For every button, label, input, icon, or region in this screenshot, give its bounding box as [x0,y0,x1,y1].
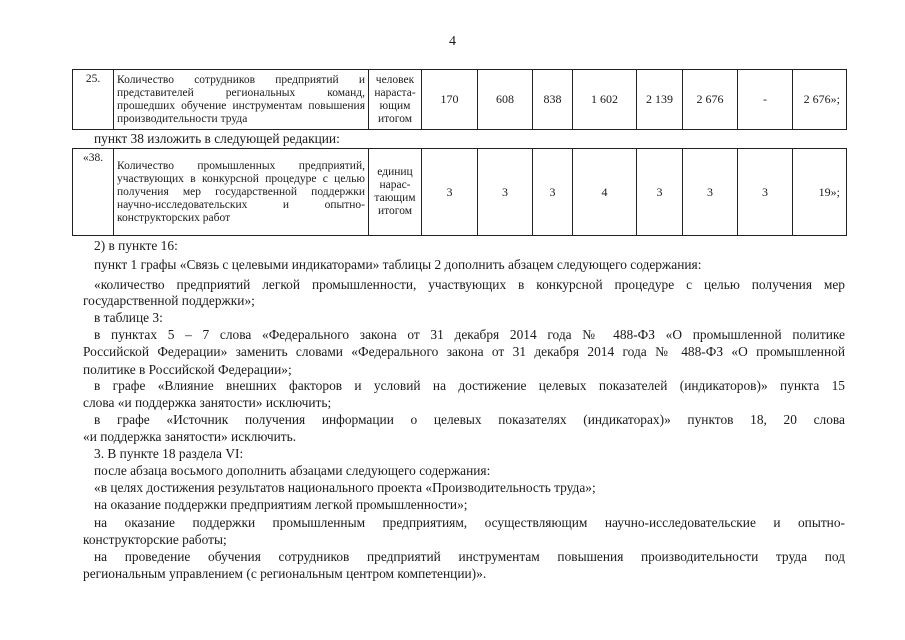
row-description: Количество сотрудников предприятий и представителей региональных команд, прошедших обучение инструментам повышения производительности труда [114,70,369,130]
paragraph-line: «в целях достижения результатов национального проекта «Производительность труда»; [94,480,596,495]
paragraph-line: после абзаца восьмого дополнить абзацами следующего содержания: [94,463,491,478]
paragraph-line: региональным управлением (с региональным центром компетенции)». [83,566,487,581]
paragraph-line: политике в Российской Федерации»; [83,362,292,377]
value-cell: 608 [478,70,533,130]
row-unit: человек нараста-ющим итогом [369,70,422,130]
value-cell: 2 139 [637,70,683,130]
value-cell: 3 [683,149,738,236]
value-cell: 838 [533,70,573,130]
paragraph-line: «количество предприятий легкой промышленности, участвующих в конкурсной процедуре с целью получения мер [94,277,845,292]
paragraph-line: Российской Федерации» заменить словами «Федерального закона от 31 декабря 2014 года № 488-ФЗ «О промышленной [83,344,845,359]
value-cell: 3 [738,149,793,236]
paragraph-line: «и поддержка занятости» исключить. [83,429,297,444]
paragraph-line: в графе «Источник получения информации о целевых показателях (индикаторах)» пунктов 18, 20 слова [94,412,845,427]
row-description: Количество промышленных предприятий, участвующих в конкурсной процедуре с целью получения мер государственной поддержки научно-исследовательских и опытно-конструкторских работ [114,149,369,236]
indicator-table-row-25 [72,69,847,130]
value-cell: 3 [478,149,533,236]
value-cell: 1 602 [573,70,637,130]
value-cell: 19»; [793,149,847,236]
value-cell: - [738,70,793,130]
intro-line: пункт 38 изложить в следующей редакции: [94,131,340,146]
paragraph-line: на проведение обучения сотрудников предприятий инструментам повышения производительности труда под [94,549,845,564]
paragraph-line: государственной поддержки»; [83,293,255,308]
row-number: 25. [73,70,114,130]
paragraph-line: на оказание поддержки предприятиям легкой промышленности»; [94,497,468,512]
paragraph-line: пункт 1 графы «Связь с целевыми индикаторами» таблицы 2 дополнить абзацем следующего содержания: [94,257,702,272]
paragraph-line: в таблице 3: [94,310,163,325]
row-unit: единиц нарас-тающим итогом [369,149,422,236]
value-cell: 2 676»; [793,70,847,130]
row-number: «38. [73,149,114,236]
paragraph-line: конструкторские работы; [83,532,227,547]
paragraph-line: 3. В пункте 18 раздела VI: [94,446,244,461]
paragraph-line: слова «и поддержка занятости» исключить; [83,395,332,410]
paragraph-line: в пунктах 5 – 7 слова «Федерального закона от 31 декабря 2014 года № 488-ФЗ «О промышленной политике [94,327,845,342]
value-cell: 3 [533,149,573,236]
paragraph-line: 2) в пункте 16: [94,238,178,253]
value-cell: 3 [637,149,683,236]
paragraph-line: на оказание поддержки промышленным предприятиям, осуществляющим научно-исследовательские и опытно- [94,515,845,530]
value-cell: 3 [422,149,478,236]
value-cell: 2 676 [683,70,738,130]
value-cell: 170 [422,70,478,130]
value-cell: 4 [573,149,637,236]
page-number: 4 [449,34,456,49]
paragraph-line: в графе «Влияние внешних факторов и условий на достижение целевых показателей (индикаторов)» пункта 15 [94,378,845,393]
indicator-table-row-38 [72,148,847,236]
